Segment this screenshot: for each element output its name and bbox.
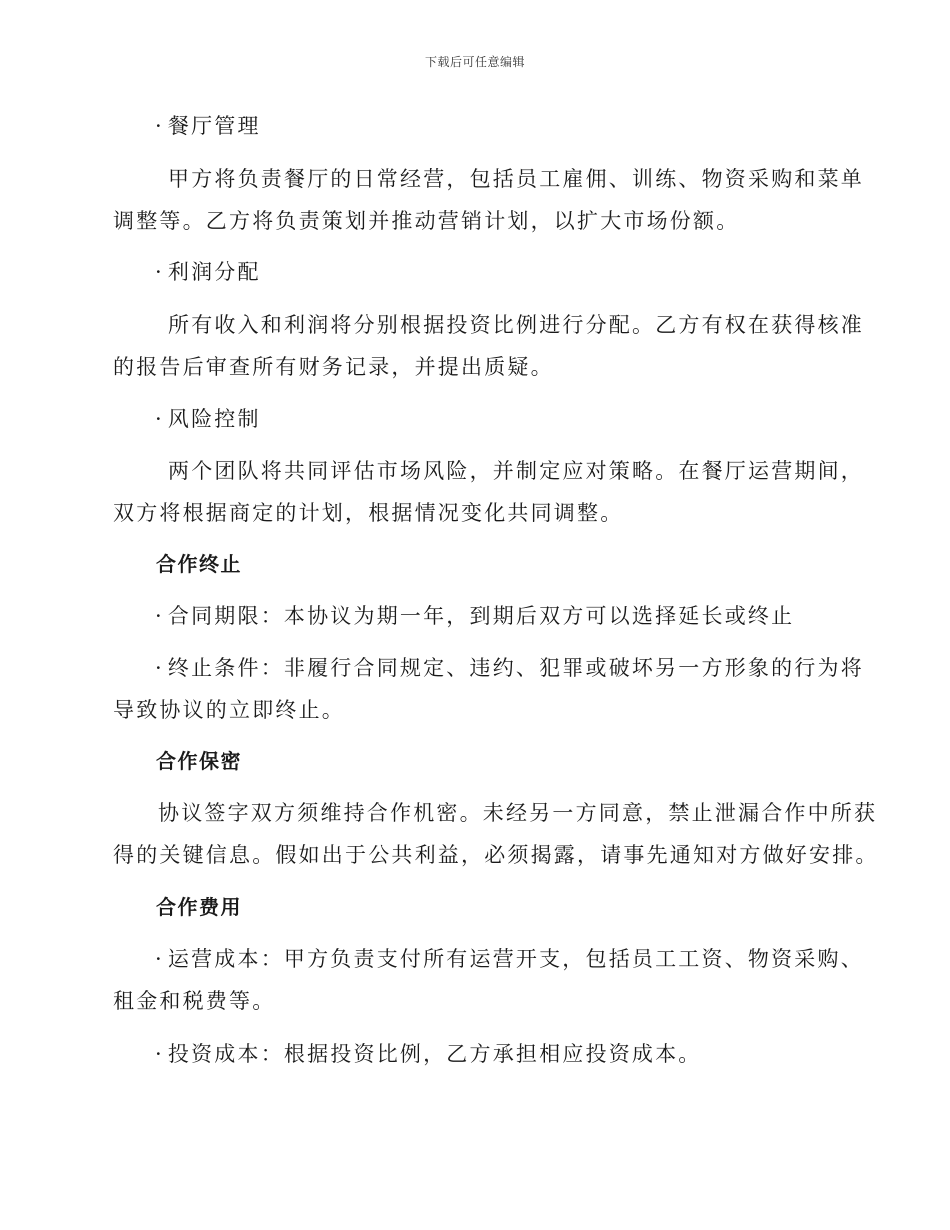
paragraph-line: 导致协议的立即终止。 bbox=[113, 698, 345, 722]
bullet-item-restaurant-mgmt bbox=[155, 111, 261, 141]
paragraph-line: 的报告后审查所有财务记录，并提出质疑。 bbox=[113, 355, 554, 379]
paragraph-line: 租金和税费等。 bbox=[113, 989, 276, 1013]
bullet-item-operating-costs bbox=[155, 944, 864, 974]
bullet-dot: · bbox=[155, 260, 164, 284]
bullet-dot: · bbox=[155, 656, 164, 680]
bullet-dot: · bbox=[155, 604, 164, 628]
bullet-dot: · bbox=[155, 947, 164, 971]
bullet-item-profit bbox=[155, 257, 261, 287]
bullet-dot: · bbox=[155, 1042, 164, 1066]
paragraph-line: 协议签字双方须维持合作机密。未经另一方同意，禁止泄漏合作中所获 bbox=[158, 801, 878, 825]
section-heading-termination: 合作终止 bbox=[156, 552, 242, 576]
bullet-item-risk bbox=[155, 404, 261, 434]
item-title: 风险控制 bbox=[167, 407, 261, 431]
paragraph-line: 双方将根据商定的计划，根据情况变化共同调整。 bbox=[113, 501, 624, 525]
section-heading-costs: 合作费用 bbox=[156, 895, 242, 919]
item-text: 终止条件：非履行合同规定、违约、犯罪或破坏另一方形象的行为将 bbox=[167, 656, 864, 680]
bullet-item-termination-conditions bbox=[155, 653, 864, 683]
bullet-dot: · bbox=[155, 114, 164, 138]
bullet-item-investment-costs bbox=[155, 1039, 702, 1069]
paragraph-line: 所有收入和利润将分别根据投资比例进行分配。乙方有权在获得核准 bbox=[168, 313, 864, 337]
paragraph-line: 甲方将负责餐厅的日常经营，包括员工雇佣、训练、物资采购和菜单 bbox=[168, 167, 864, 191]
item-title: 餐厅管理 bbox=[167, 114, 261, 138]
item-text: 运营成本：甲方负责支付所有运营开支，包括员工工资、物资采购、 bbox=[167, 947, 864, 971]
item-text: 合同期限：本协议为期一年，到期后双方可以选择延长或终止 bbox=[167, 604, 795, 628]
paragraph-line: 两个团队将共同评估市场风险，并制定应对策略。在餐厅运营期间， bbox=[168, 459, 864, 483]
bullet-dot: · bbox=[155, 407, 164, 431]
bullet-item-contract-term bbox=[155, 601, 794, 631]
page-header: 下载后可任意编辑 bbox=[424, 55, 525, 69]
paragraph-line: 调整等。乙方将负责策划并推动营销计划，以扩大市场份额。 bbox=[113, 209, 740, 233]
item-title: 利润分配 bbox=[167, 260, 261, 284]
paragraph-line: 得的关键信息。假如出于公共利益，必须揭露，请事先通知对方做好安排。 bbox=[113, 843, 879, 867]
section-heading-confidentiality: 合作保密 bbox=[156, 749, 242, 773]
item-text: 投资成本：根据投资比例，乙方承担相应投资成本。 bbox=[167, 1042, 702, 1066]
